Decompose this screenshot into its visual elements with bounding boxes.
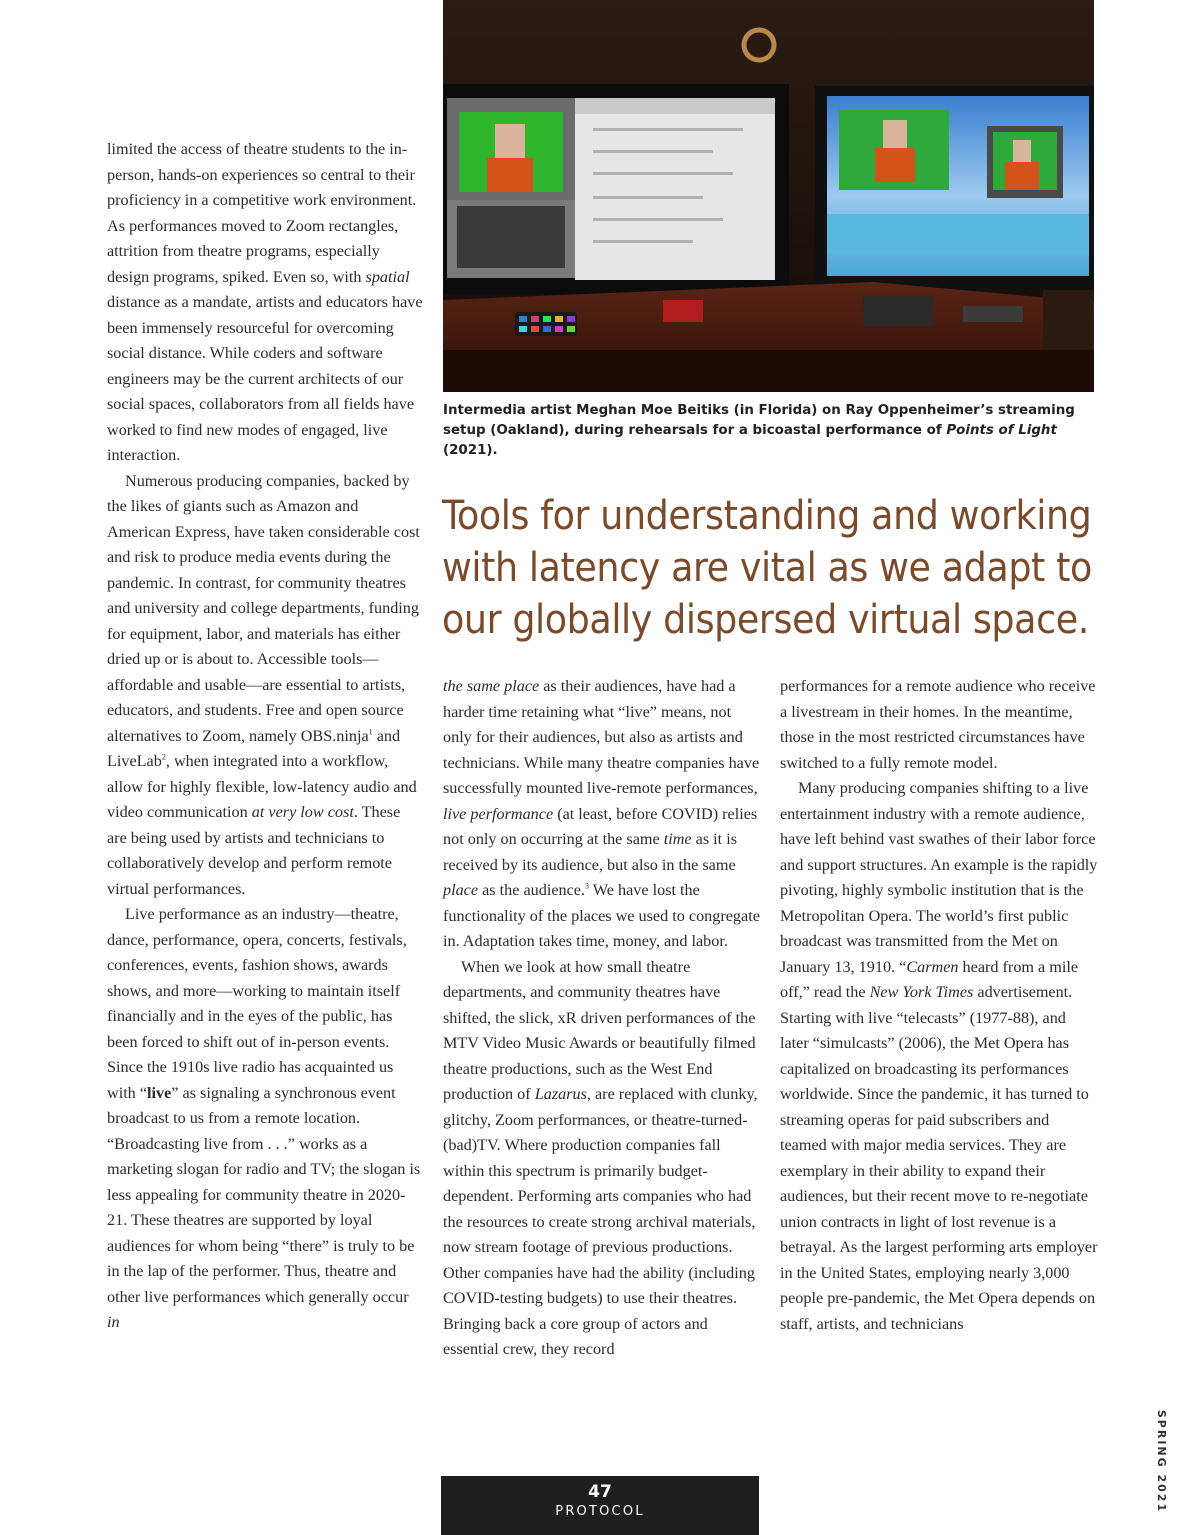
- paragraph: the same place as their audiences, have had a harder time retaining what “live” means, not only for their audiences, but also as artists and technicians. While many theatre companies have successfully mounted live-remote performances, live performance (at least, before COVID) relies not only on occurring at the same time as it is received by its audience, but also in the same place as the audience.$^3$ We have lost the functionality of the places we used to congregate in. Adaptation takes time, money, and labor.: [443, 677, 760, 950]
- body-column-2: [443, 674, 761, 1363]
- paragraph: Many producing companies shifting to a live entertainment industry with a remote audience, have left behind vast swathes of their labor force and support structures. An example is the rapidly pivoting, highly symbolic institution that is the Metropolitan Opera. The world’s first public broadcast was transmitted from the Met on January 13, 1910. “Carmen heard from a mile off,” read the New York Times advertisement. Starting with live “telecasts” (1977-88), and later “simulcasts” (2006), the Met Opera has capitalized on broadcasting its performances worldwide. Since the pandemic, it has turned to streaming operas for paid subscribers and teamed with major media services. They are exemplary in their ability to expand their audiences, but their recent move to re-negotiate union contracts in light of lost revenue is a betrayal. As the largest performing arts employer in the United States, employing nearly 3,000 people pre-pandemic, the Met Opera depends on staff, artists, and technicians: [780, 779, 1098, 1333]
- streaming-setup-photo: [443, 0, 1094, 392]
- issue-label: [1150, 1409, 1174, 1513]
- paragraph: Numerous producing companies, backed by the likes of giants such as Amazon and American Express, have taken considerable cost and risk to produce media events during the pandemic. In contrast, for community theatres and university and college departments, funding for equipment, labor, and materials has either dried up or is about to. Accessible tools—affordable and usable—are essential to artists, educators, and students. Free and open source alternatives to Zoom, namely OBS.ninja$^1$ and LiveLab$^2$, when integrated into a workflow, allow for highly flexible, low-latency audio and video communication at very low cost. These are being used by artists and technicians to collaboratively develop and perform remote virtual performances.: [107, 471, 420, 898]
- page-number: 47: [588, 1482, 612, 1502]
- body-column-3: [780, 674, 1098, 1337]
- paragraph: Live performance as an industry—theatre, dance, performance, opera, concerts, festivals, conferences, events, fashion shows, awards shows, and more—working to maintain itself financially and in the eyes of the public, has been forced to shift out of in-person events. Since the 1910s live radio has acquainted us with “live” as signaling a synchronous event broadcast to us from a remote location. “Broadcasting live from . . .” works as a marketing slogan for radio and TV; the slogan is less appealing for community theatre in 2020-21. These theatres are supported by loyal audiences for whom being “there” is truly to be in the lap of the performer. Thus, theatre and other live performances which generally occur in: [107, 905, 421, 1331]
- paragraph: When we look at how small theatre departments, and community theatres have shifted, the slick, xR driven performances of the MTV Video Music Awards or beautifully filmed theatre productions, such as the West End production of Lazarus, are replaced with clunky, glitchy, Zoom performances, or theatre-turned-(bad)TV. Where production companies fall within this spectrum is primarily budget-dependent. Performing arts companies who had the resources to create strong archival materials, now stream footage of previous productions. Other companies have had the ability (including COVID-testing budgets) to use their theatres. Bringing back a core group of actors and essential crew, they record: [443, 957, 758, 1358]
- page-footer: [441, 1476, 759, 1535]
- paragraph: performances for a remote audience who receive a livestream in their homes. In the meantime, those in the most restricted circumstances have switched to a fully remote model.: [780, 677, 1096, 772]
- photo-caption: Intermedia artist Meghan Moe Beitiks (in Florida) on Ray Oppenheimer’s streaming setup (Oakland), during rehearsals for a bicoastal performance of Points of Light (2021).: [443, 403, 1075, 458]
- pull-quote: Tools for understanding and working with latency are vital as we adapt to our globally dispersed virtual space.: [442, 491, 1092, 643]
- paragraph: limited the access of theatre students to the in-person, hands-on experiences so central to their proficiency in a competitive work environment. As performances moved to Zoom rectangles, attrition from theatre programs, especially design programs, spiked. Even so, with spatial distance as a mandate, artists and educators have been immensely resourceful for overcoming social distance. While coders and software engineers may be the current architects of our social spaces, collaborators from all fields have worked to find new modes of engaged, live interaction.: [107, 140, 423, 464]
- body-column-1: [107, 137, 423, 1336]
- publication-name: PROTOCOL: [555, 1504, 645, 1519]
- issue-label-text: SPRING 2021: [1155, 1409, 1169, 1513]
